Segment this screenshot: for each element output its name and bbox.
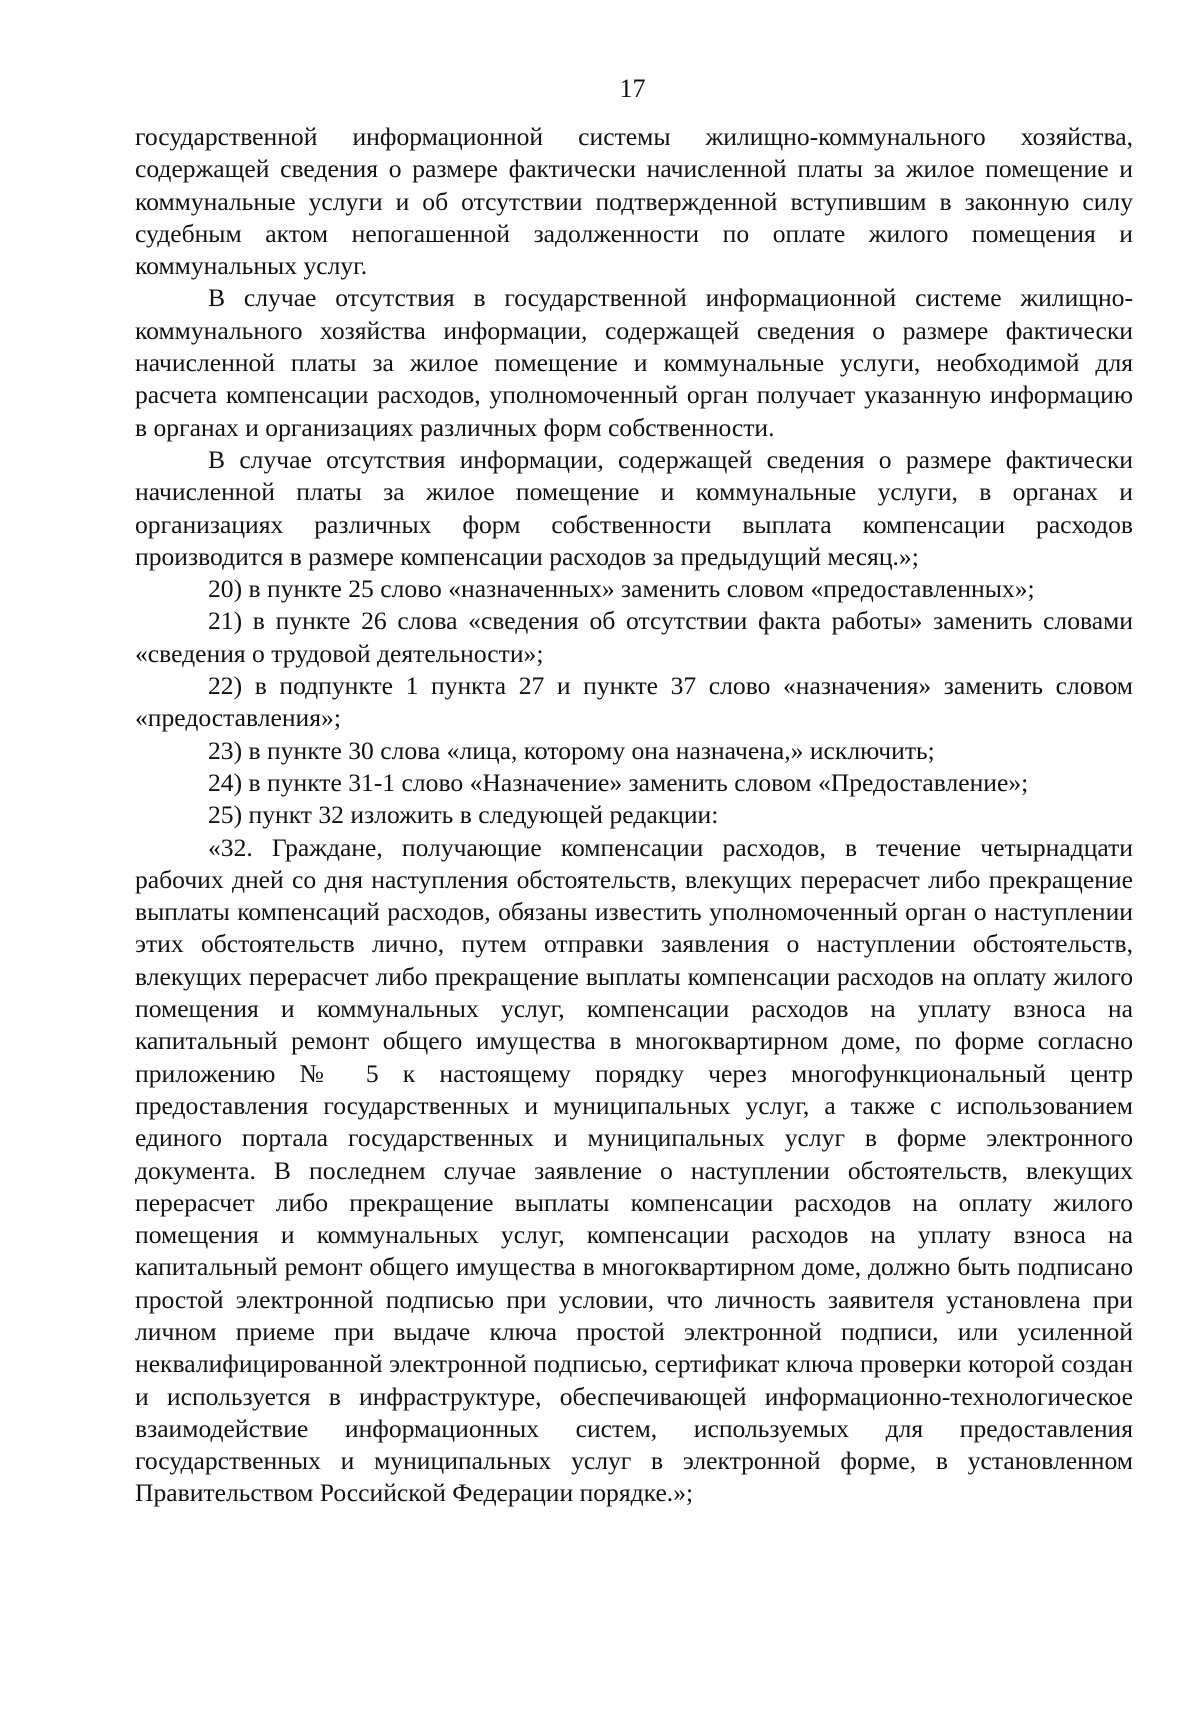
paragraph: В случае отсутствия в государственной информационной системе жилищно-коммунального хозяйства информации, содержащей сведения о размере фактически начисленной платы за жилое помещение и коммунальные услуги, необходимой для расчета компенсации расходов, уполномоченный орган получает указанную информацию в органах и организациях различных форм собственности. <box>135 283 1133 442</box>
paragraph: 22) в подпункте 1 пункта 27 и пункте 37 слово «назначения» заменить словом «предоставления»; <box>135 671 1133 733</box>
paragraph: государственной информационной системы жилищно-коммунального хозяйства, содержащей сведения о размере фактически начисленной платы за жилое помещение и коммунальные услуги и об отсутствии подтвержденной вступившим в законную силу судебным актом непогашенной задолженности по оплате жилого помещения и коммунальных услуг. <box>135 122 1133 281</box>
paragraph: 20) в пункте 25 слово «назначенных» заменить словом «предоставленных»; <box>208 574 1035 604</box>
paragraph: В случае отсутствия информации, содержащей сведения о размере фактически начисленной платы за жилое помещение и коммунальные услуги, в органах и организациях различных форм собственности выплата компенсации расходов производится в размере компенсации расходов за предыдущий месяц.»; <box>135 444 1133 571</box>
paragraph: 25) пункт 32 изложить в следующей редакции: <box>208 800 719 830</box>
paragraph: «32. Граждане, получающие компенсации расходов, в течение четырнадцати рабочих дней со дня наступления обстоятельств, влекущих перерасчет либо прекращение выплаты компенсаций расходов, обязаны известить уполномоченный орган о наступлении этих обстоятельств лично, путем отправки заявления о наступлении обстоятельств, влекущих перерасчет либо прекращение выплаты компенсации расходов на оплату жилого помещения и коммунальных услуг, компенсации расходов на уплату взноса на капитальный ремонт общего имущества в многоквартирном доме, по форме согласно приложению № 5 к настоящему порядку через многофункциональный центр предоставления государственных и муниципальных услуг, а также с использованием единого портала государственных и муниципальных услуг в форме электронного документа. В последнем случае заявление о наступлении обстоятельств, влекущих перерасчет либо прекращение выплаты компенсации расходов на оплату жилого помещения и коммунальных услуг, компенсации расходов на уплату взноса на капитальный ремонт общего имущества в многоквартирном доме, должно быть подписано простой электронной подписью при условии, что личность заявителя установлена при личном приеме при выдаче ключа простой электронной подписи, или усиленной неквалифицированной электронной подписью, сертификат ключа проверки которой создан и используется в инфраструктуре, обеспечивающей информационно-технологическое взаимодействие информационных систем, используемых для предоставления государственных и муниципальных услуг в электронной форме, в установленном Правительством Российской Федерации порядке.»; <box>135 832 1133 1508</box>
paragraph: 24) в пункте 31-1 слово «Назначение» заменить словом «Предоставление»; <box>208 767 1029 797</box>
document-body <box>135 121 1133 1510</box>
page-number: 17 <box>619 74 646 103</box>
paragraph: 23) в пункте 30 слова «лица, которому она назначена,» исключить; <box>208 735 935 765</box>
paragraph: 21) в пункте 26 слова «сведения об отсутствии факта работы» заменить словами «сведения о трудовой деятельности»; <box>135 606 1133 668</box>
